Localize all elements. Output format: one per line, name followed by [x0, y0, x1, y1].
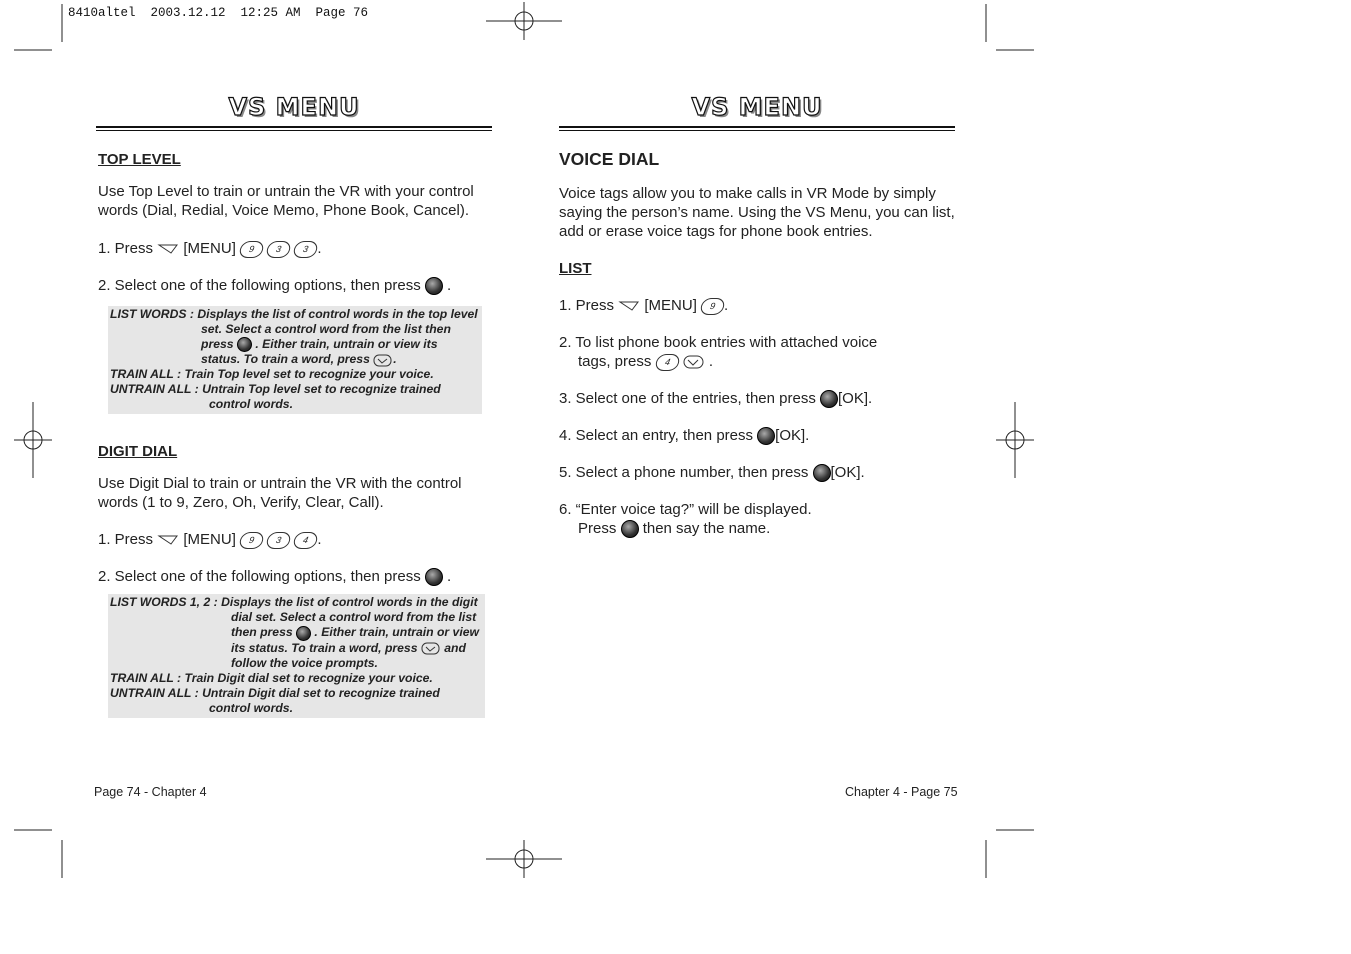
option-text: . Either train, untrain or view its status. To train a word, press [231, 625, 479, 655]
option-label: UNTRAIN ALL : [110, 382, 199, 397]
left-page [96, 90, 492, 718]
step-text: 4. Select an entry, then press [559, 427, 753, 445]
step-text: [MENU] [183, 240, 236, 257]
list-words-option [110, 595, 483, 670]
untrain-all-option [110, 382, 480, 412]
option-text: Untrain Digit dial set to recognize trained control words. [202, 685, 440, 715]
ok-label: [OK]. [830, 464, 865, 482]
option-label: LIST WORDS 1, 2 : [110, 595, 218, 610]
step-text: 6. “Enter voice tag?” will be displayed. [559, 501, 812, 519]
right-page [559, 90, 955, 538]
step-text: 1. Press [98, 531, 154, 549]
option-label: UNTRAIN ALL : [110, 685, 199, 700]
option-text: Displays the list of control words in the digit dial set. Select a control word from the list then press [221, 595, 478, 640]
list-step-4 [559, 426, 955, 445]
option-label: LIST WORDS : [110, 307, 194, 322]
step-text: Press [578, 520, 617, 538]
ok-label: [OK]. [838, 390, 873, 407]
header-rule [96, 126, 492, 131]
talk-key-icon [683, 355, 705, 369]
section-title-digit-dial: DIGIT DIAL [98, 443, 178, 461]
step-text: [MENU] [644, 297, 697, 314]
ok-button-icon [425, 277, 443, 295]
option-text: Train Digit dial set to recognize your voice. [184, 670, 433, 685]
digit-dial-options-box [108, 594, 485, 717]
list-step-6 [559, 500, 955, 538]
top-level-options-box [108, 306, 482, 414]
option-text: Displays the list of control words in the top level set. Select a control word from the list then press [197, 307, 478, 352]
key-3-icon: 3 [293, 241, 320, 258]
ok-button-icon [757, 427, 775, 445]
list-step-1: 1. Press [MENU] 9 . [559, 297, 729, 314]
right-page-footer: Chapter 4 - Page 75 [845, 785, 958, 799]
step-text: 5. Select a phone number, then press [559, 464, 809, 482]
voice-dial-intro: Voice tags allow you to make calls in VR Mode by simply saying the person’s name. Using the VS Menu, you can list, add or erase voice tags for phone book entries. [559, 185, 955, 240]
key-9-icon: 9 [238, 532, 265, 549]
page-header: VS MENU [228, 93, 360, 121]
option-label: TRAIN ALL : [110, 670, 182, 685]
ok-button-icon [621, 520, 639, 538]
ok-button-icon [813, 464, 831, 482]
ok-button-icon [820, 390, 838, 408]
key-3-icon: 3 [265, 532, 292, 549]
menu-softkey-icon [618, 299, 640, 313]
step-text: 1. Press [559, 297, 615, 314]
option-text: . Either train, untrain or view its status. To train a word, press [201, 337, 438, 367]
talk-key-icon [421, 642, 441, 655]
train-all-option [110, 367, 480, 382]
step-text: then say the name. [642, 520, 771, 538]
step-text: 3. Select one of the entries, then press [559, 390, 816, 407]
digit-dial-step-2: 2. Select one of the following options, then press . [98, 568, 452, 586]
step-text: 2. To list phone book entries with attached voice [559, 334, 878, 351]
key-4-icon: 4 [654, 354, 681, 371]
list-step-2: 2. To list phone book entries with attached voice tags, press 4 . [559, 334, 878, 370]
print-slug: 8410altel 2003.12.12 12:25 AM Page 76 [68, 6, 369, 20]
header-rule [559, 126, 955, 131]
section-title-list: LIST [559, 260, 592, 277]
option-text: Train Top level set to recognize your voice. [184, 367, 434, 382]
ok-label: [OK]. [775, 427, 810, 445]
digit-dial-step-1: 1. Press [MENU] 9 3 4 . [98, 531, 322, 549]
list-words-option: LIST WORDS : Displays the list of control words in the top level set. Select a control word from the list then press . Either train, untrain or view its status. To train a word, press . [110, 307, 478, 367]
step-text: 1. Press [98, 240, 154, 257]
step-text: tags, press [578, 353, 652, 370]
untrain-all-option [110, 686, 483, 716]
section-title-top-level: TOP LEVEL [98, 151, 181, 168]
talk-key-icon [373, 354, 393, 367]
ok-button-icon [296, 626, 311, 641]
key-9-icon: 9 [699, 298, 726, 315]
option-label: TRAIN ALL : [110, 367, 182, 382]
option-text: Untrain Top level set to recognize trained control words. [202, 382, 441, 412]
top-level-intro: Use Top Level to train or untrain the VR with your control words (Dial, Redial, Voice Memo, Phone Book, Cancel). [98, 183, 474, 219]
step-text: 2. Select one of the following options, then press [98, 277, 421, 294]
ok-button-icon [237, 337, 252, 352]
key-3-icon: 3 [265, 241, 292, 258]
left-page-footer: Page 74 - Chapter 4 [94, 785, 207, 799]
list-step-5 [559, 463, 955, 482]
train-all-option [110, 671, 483, 686]
list-step-3 [559, 389, 955, 408]
top-level-step-1: 1. Press [MENU] 9 3 3 . [98, 240, 322, 257]
ok-button-icon [425, 568, 443, 586]
digit-dial-intro: Use Digit Dial to train or untrain the VR with the control words (1 to 9, Zero, Oh, Verify, Clear, Call). [98, 475, 462, 512]
key-4-icon: 4 [293, 532, 320, 549]
section-title-voice-dial: VOICE DIAL [559, 149, 660, 169]
key-9-icon: 9 [238, 241, 265, 258]
step-text: [MENU] [183, 531, 236, 549]
top-level-step-2: 2. Select one of the following options, then press . [98, 277, 452, 294]
menu-softkey-icon [157, 242, 179, 256]
menu-softkey-icon [157, 533, 179, 547]
page-header: VS MENU [691, 93, 823, 121]
step-text: 2. Select one of the following options, then press [98, 568, 421, 586]
option-text: and follow the voice prompts. [231, 640, 466, 670]
